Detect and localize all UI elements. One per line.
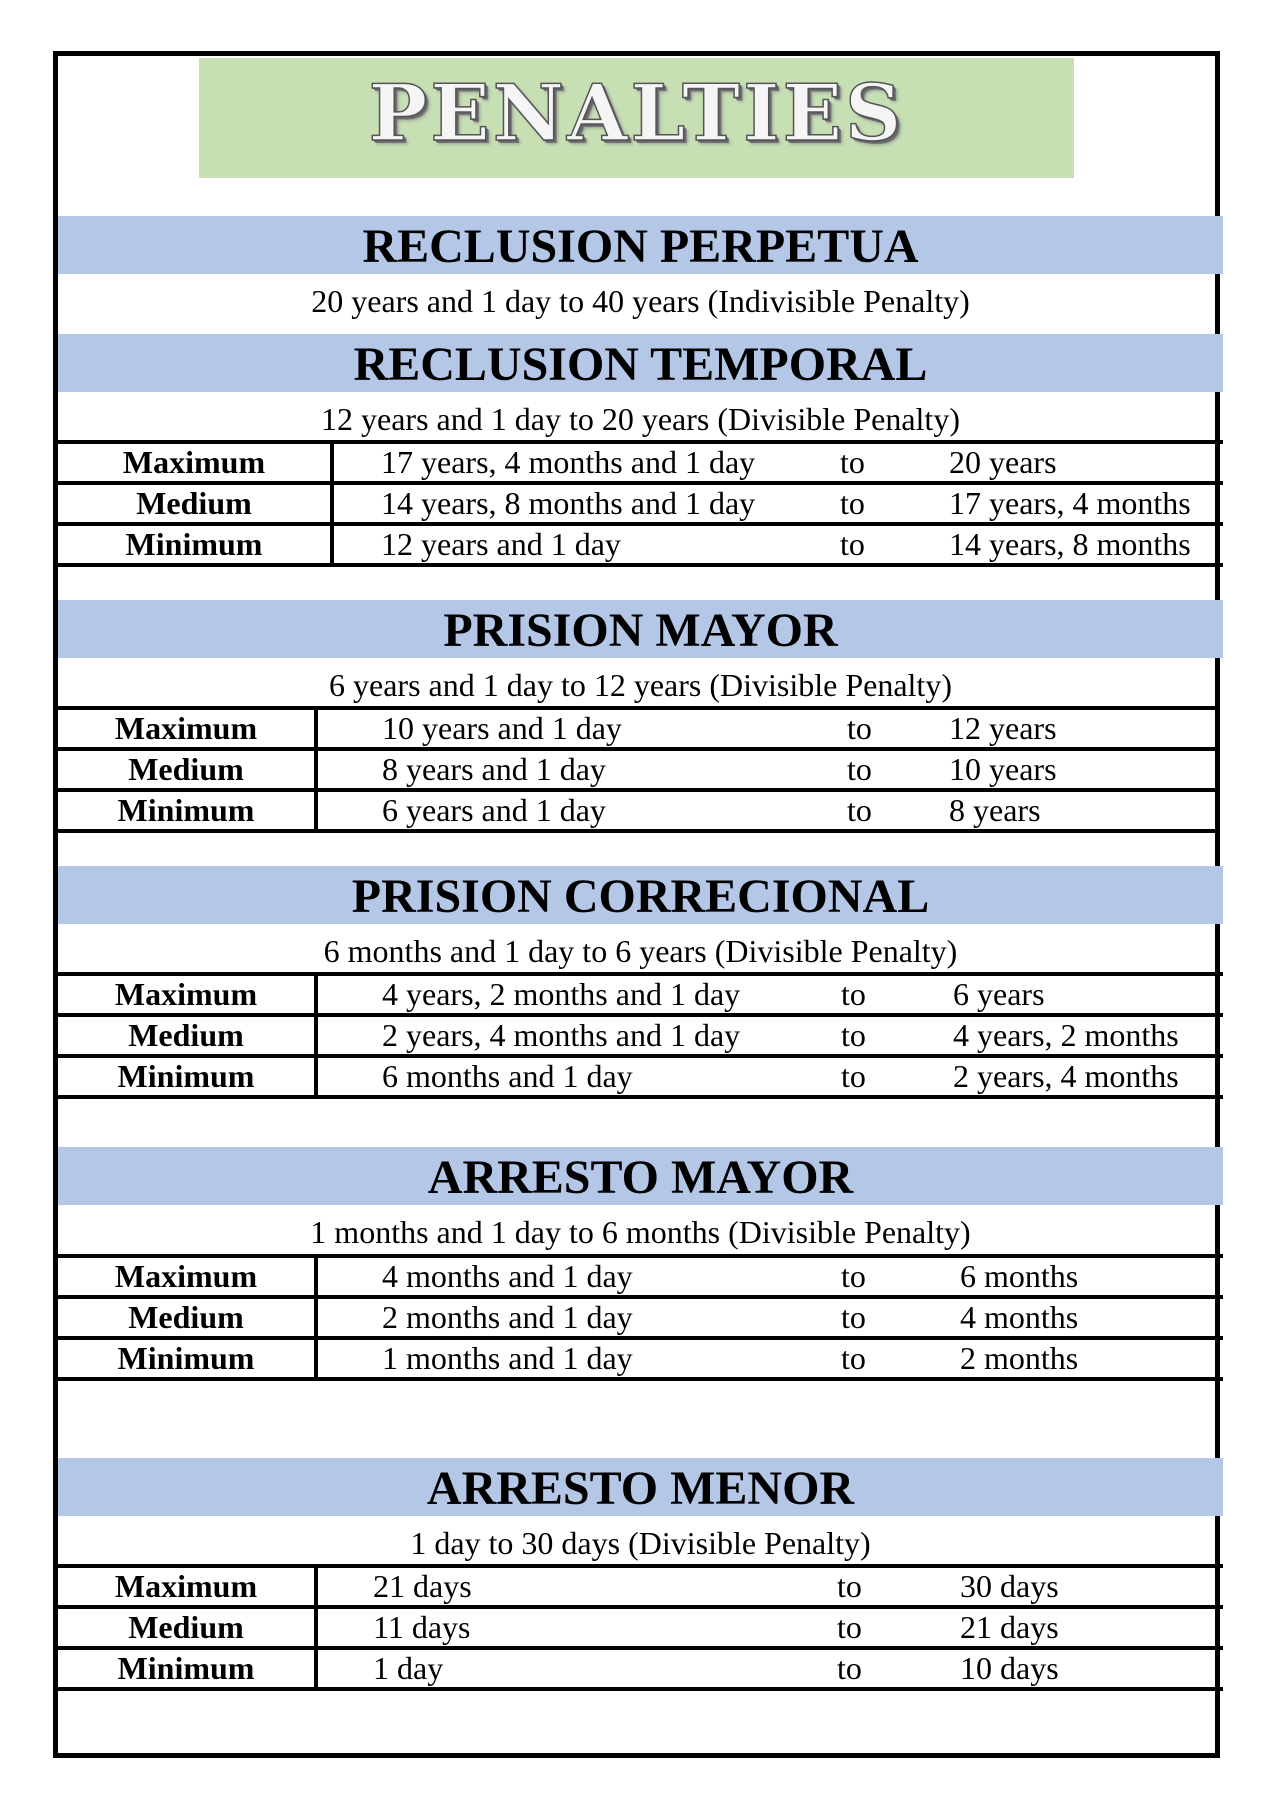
period-until: 2 months [960, 1338, 1223, 1379]
title-banner [199, 58, 1074, 178]
section-heading-reclusion-perpetua: RECLUSION PERPETUA [58, 216, 1223, 274]
section-description-prision-mayor: 6 years and 1 day to 12 years (Divisible Penalty) [329, 667, 952, 703]
period-from: 10 years and 1 day [316, 708, 847, 749]
table-row-minimum [58, 1056, 1223, 1097]
period-until: 21 days [960, 1607, 1223, 1648]
table-row-minimum [58, 524, 1223, 565]
table-row-maximum [58, 974, 1223, 1015]
period-label: Minimum [58, 1648, 316, 1689]
period-to-word: to [841, 974, 953, 1015]
table-row-maximum [58, 442, 1223, 483]
period-to-word: to [837, 1607, 960, 1648]
period-from: 14 years, 8 months and 1 day [332, 483, 840, 524]
period-to-word: to [847, 790, 949, 831]
period-until: 10 days [960, 1648, 1223, 1689]
period-to-word: to [841, 1338, 960, 1379]
period-to-word: to [837, 1566, 960, 1607]
period-from: 17 years, 4 months and 1 day [332, 442, 840, 483]
section-heading-arresto-mayor: ARRESTO MAYOR [58, 1147, 1223, 1205]
table-row-medium [58, 1607, 1223, 1648]
period-to-word: to [847, 708, 949, 749]
period-to-word: to [840, 483, 949, 524]
period-until: 6 years [953, 974, 1223, 1015]
period-until: 14 years, 8 months [949, 524, 1223, 565]
table-row-minimum [58, 1338, 1223, 1379]
period-label: Maximum [58, 1566, 316, 1607]
section-description-reclusion-temporal: 12 years and 1 day to 20 years (Divisible Penalty) [321, 401, 960, 437]
period-until: 4 months [960, 1297, 1223, 1338]
section-description-reclusion-perpetua: 20 years and 1 day to 40 years (Indivisible Penalty) [311, 283, 970, 319]
period-label: Minimum [58, 1056, 316, 1097]
table-row-maximum [58, 1566, 1223, 1607]
period-from: 12 years and 1 day [332, 524, 840, 565]
section-description-arresto-menor: 1 day to 30 days (Divisible Penalty) [410, 1525, 871, 1561]
period-label: Medium [58, 749, 316, 790]
period-label: Medium [58, 1015, 316, 1056]
table-row-medium [58, 749, 1219, 790]
period-to-word: to [840, 524, 949, 565]
period-until: 8 years [949, 790, 1219, 831]
period-from: 1 months and 1 day [316, 1338, 841, 1379]
period-to-word: to [841, 1256, 960, 1297]
section-heading-reclusion-temporal: RECLUSION TEMPORAL [58, 334, 1223, 392]
period-from: 1 day [316, 1648, 837, 1689]
section-heading-arresto-menor: ARRESTO MENOR [58, 1458, 1223, 1516]
period-to-word: to [847, 749, 949, 790]
period-label: Maximum [58, 442, 332, 483]
table-row-medium [58, 1015, 1223, 1056]
period-to-word: to [841, 1056, 953, 1097]
period-until: 2 years, 4 months [953, 1056, 1223, 1097]
period-label: Minimum [58, 790, 316, 831]
period-label: Minimum [58, 1338, 316, 1379]
table-row-minimum [58, 790, 1219, 831]
period-to-word: to [837, 1648, 960, 1689]
page-title: PENALTIES [368, 68, 905, 159]
period-label: Minimum [58, 524, 332, 565]
period-until: 4 years, 2 months [953, 1015, 1223, 1056]
period-to-word: to [841, 1015, 953, 1056]
period-to-word: to [841, 1297, 960, 1338]
period-label: Maximum [58, 708, 316, 749]
period-until: 12 years [949, 708, 1219, 749]
penalty-table-prision-correcional [58, 972, 1223, 1099]
table-row-maximum [58, 1256, 1223, 1297]
penalty-table-arresto-mayor [58, 1254, 1223, 1381]
period-from: 6 years and 1 day [316, 790, 847, 831]
period-label: Maximum [58, 1256, 316, 1297]
period-label: Medium [58, 1607, 316, 1648]
table-row-maximum [58, 708, 1219, 749]
period-from: 6 months and 1 day [316, 1056, 841, 1097]
period-from: 11 days [316, 1607, 837, 1648]
table-row-minimum [58, 1648, 1223, 1689]
period-from: 8 years and 1 day [316, 749, 847, 790]
period-to-word: to [840, 442, 949, 483]
table-row-medium [58, 1297, 1223, 1338]
period-label: Medium [58, 483, 332, 524]
penalty-table-reclusion-temporal [58, 440, 1223, 567]
section-description-arresto-mayor: 1 months and 1 day to 6 months (Divisible Penalty) [310, 1214, 971, 1250]
period-from: 4 years, 2 months and 1 day [316, 974, 841, 1015]
period-until: 10 years [949, 749, 1219, 790]
table-row-medium [58, 483, 1223, 524]
section-heading-prision-correcional: PRISION CORRECIONAL [58, 866, 1223, 924]
period-from: 2 months and 1 day [316, 1297, 841, 1338]
period-from: 2 years, 4 months and 1 day [316, 1015, 841, 1056]
period-until: 20 years [949, 442, 1223, 483]
period-until: 17 years, 4 months [949, 483, 1223, 524]
period-from: 21 days [316, 1566, 837, 1607]
penalty-table-prision-mayor [58, 706, 1219, 833]
section-description-prision-correcional: 6 months and 1 day to 6 years (Divisible Penalty) [323, 933, 958, 969]
period-until: 30 days [960, 1566, 1223, 1607]
penalty-table-arresto-menor [58, 1564, 1223, 1691]
period-label: Maximum [58, 974, 316, 1015]
period-until: 6 months [960, 1256, 1223, 1297]
section-heading-prision-mayor: PRISION MAYOR [58, 600, 1223, 658]
period-label: Medium [58, 1297, 316, 1338]
period-from: 4 months and 1 day [316, 1256, 841, 1297]
